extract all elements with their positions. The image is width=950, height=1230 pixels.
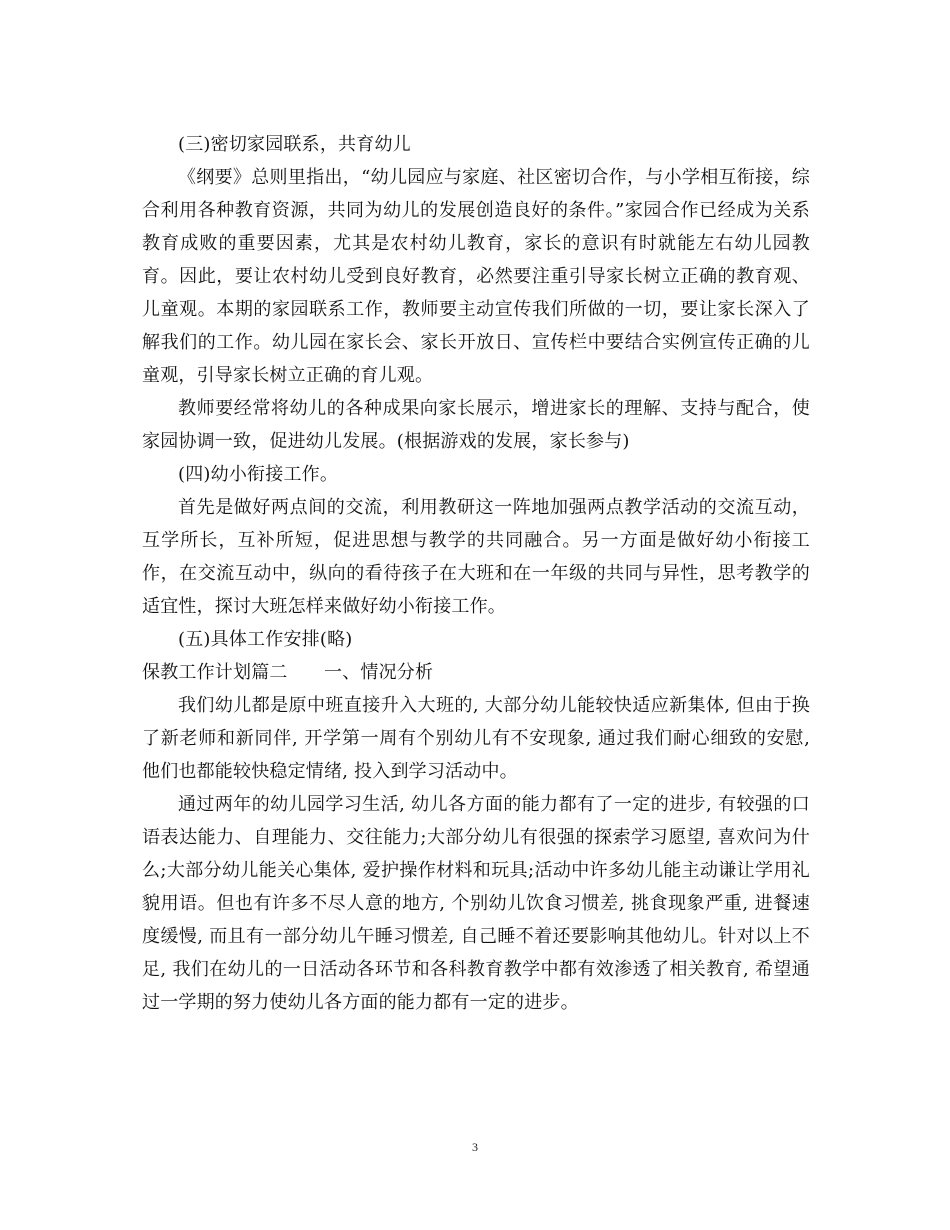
page-number: 3 — [472, 1140, 478, 1154]
section-heading-4: (四)幼小衔接工作。 — [178, 464, 339, 485]
document-body — [142, 128, 810, 1019]
paragraph-teacher-display: 教师要经常将幼儿的各种成果向家长展示，增进家长的理解、支持与配合，使家园协调一致，促进幼儿发展。(根据游戏的发展，家长参与) — [142, 398, 810, 452]
plan-part-two-heading: 保教工作计划篇二 一、情况分析 — [142, 662, 434, 683]
paragraph-transition-work: 首先是做好两点间的交流，利用教研这一阵地加强两点教学活动的交流互动，互学所长，互补所短，促进思想与教学的共同融合。另一方面是做好幼小衔接工作，在交流互动中，纵向的看待孩子在大班和在一年级的共同与异性，思考教学的适宜性，探讨大班怎样来做好幼小衔接工作。 — [142, 497, 810, 617]
section-heading-3: (三)密切家园联系，共育幼儿 — [178, 134, 411, 155]
section-heading-5: (五)具体工作安排(略) — [178, 629, 353, 650]
paragraph-class-situation: 我们幼儿都是原中班直接升入大班的, 大部分幼儿能较快适应新集体, 但由于换了新老师和新同伴, 开学第一周有个别幼儿有不安现象, 通过我们耐心细致的安慰, 他们也都能较快稳定情绪, 投入到学习活动中。 — [142, 695, 810, 782]
paragraph-home-school-cooperation: 《纲要》总则里指出，“幼儿园应与家庭、社区密切合作，与小学相互衔接，综合利用各种教育资源，共同为幼儿的发展创造良好的条件。”家园合作已经成为关系教育成败的重要因素，尤其是农村幼儿教育，家长的意识有时就能左右幼儿园教育。因此，要让农村幼儿受到良好教育，必然要注重引导家长树立正确的教育观、儿童观。本期的家园联系工作，教师要主动宣传我们所做的一切，要让家长深入了解我们的工作。幼儿园在家长会、家长开放日、宣传栏中要结合实例宣传正确的儿童观，引导家长树立正确的育儿观。 — [142, 167, 810, 386]
paragraph-abilities-analysis: 通过两年的幼儿园学习生活, 幼儿各方面的能力都有了一定的进步, 有较强的口语表达能力、自理能力、交往能力;大部分幼儿有很强的探索学习愿望, 喜欢问为什么;大部分幼儿能关心集体, 爱护操作材料和玩具;活动中许多幼儿能主动谦让学用礼貌用语。但也有许多不尽人意的地方, 个别幼儿饮食习惯差, 挑食现象严重, 进餐速度缓慢, 而且有一部分幼儿午睡习惯差, 自己睡不着还要影响其他幼儿。针对以上不足, 我们在幼儿的一日活动各环节和各科教育教学中都有效渗透了相关教育, 希望通过一学期的努力使幼儿各方面的能力都有一定的进步。 — [142, 794, 810, 1013]
